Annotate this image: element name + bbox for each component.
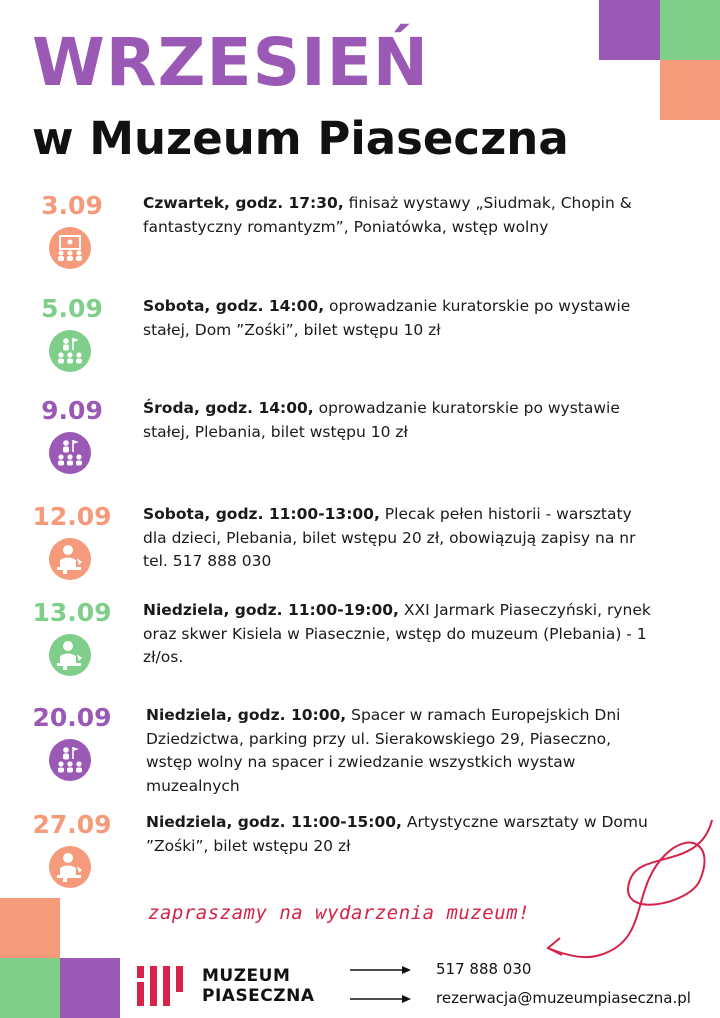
event-date: 27.09 <box>32 810 112 839</box>
event-details: Spacer w ramach Europejskich Dni Dziedzictwa, parking przy ul. Sierakowskiego 29, Piaseczno, wstęp wolny na spacer i zwiedzanie wszystkich wystaw muzealnych <box>146 706 621 795</box>
event-date: 9.09 <box>41 396 103 425</box>
event-date: 12.09 <box>32 502 112 531</box>
museum-logo-text <box>202 966 315 1006</box>
event-details: XXI Jarmark Piaseczyński, rynek oraz skwer Kisiela w Piasecznie, wstęp do muzeum (Plebania) - 1 zł/os. <box>143 601 651 666</box>
event-date: 5.09 <box>41 294 103 323</box>
contact-email[interactable]: rezerwacja@muzeumpiaseczna.pl <box>436 989 691 1007</box>
event-date: 20.09 <box>32 703 112 732</box>
event-details: oprowadzanie kuratorskie po wystawie stałej, Dom ”Zośki”, bilet wstępu 10 zł <box>143 297 631 339</box>
event-day-time: Niedziela, godz. 10:00, <box>146 706 347 724</box>
event-date: 3.09 <box>41 191 103 220</box>
event-day-time: Czwartek, godz. 17:30, <box>143 194 344 212</box>
event-date: 13.09 <box>32 598 112 627</box>
event-details: Artystyczne warsztaty w Domu ”Zośki”, bilet wstępu 20 zł <box>146 813 648 855</box>
page-title-month: WRZESIEŃ <box>32 24 429 101</box>
event-day-time: Niedziela, godz. 11:00-19:00, <box>143 601 399 619</box>
invitation-text: zapraszamy na wydarzenia muzeum! <box>148 902 531 924</box>
logo-line-2: PIASECZNA <box>202 986 315 1006</box>
event-day-time: Sobota, godz. 14:00, <box>143 297 325 315</box>
museum-logo-icon <box>137 966 187 1006</box>
event-details: Plecak pełen historii - warsztaty dla dzieci, Plebania, bilet wstępu 20 zł, obowiązują zapisy na nr tel. 517 888 030 <box>143 505 636 570</box>
page-subtitle: w Muzeum Piaseczna <box>32 112 569 165</box>
event-details: finisaż wystawy „Siudmak, Chopin & fantastyczny romantyzm”, Poniatówka, wstęp wolny <box>143 194 632 236</box>
contact-phone[interactable]: 517 888 030 <box>436 960 532 978</box>
event-details: oprowadzanie kuratorskie po wystawie stałej, Plebania, bilet wstępu 10 zł <box>143 399 620 441</box>
event-day-time: Niedziela, godz. 11:00-15:00, <box>146 813 402 831</box>
event-day-time: Sobota, godz. 11:00-13:00, <box>143 505 380 523</box>
logo-line-1: MUZEUM <box>202 966 291 986</box>
event-day-time: Środa, godz. 14:00, <box>143 399 314 417</box>
arrow-right-icon <box>350 965 412 975</box>
arrow-right-icon <box>350 994 412 1004</box>
